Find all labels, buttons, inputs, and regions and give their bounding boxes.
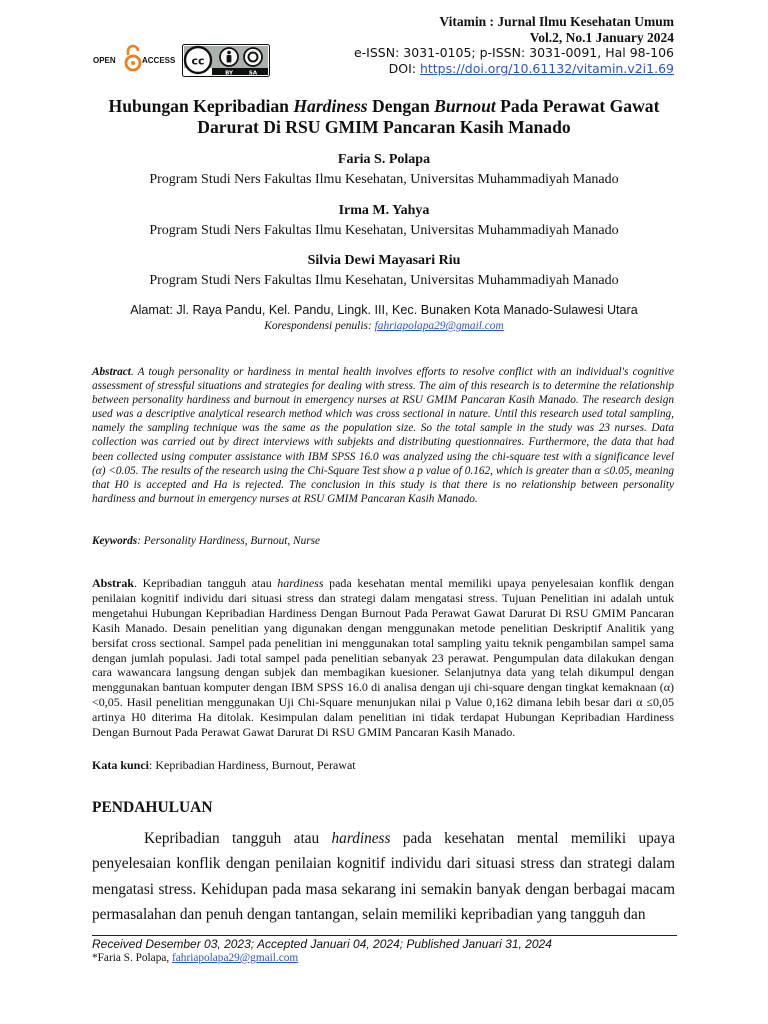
cc-icon: [185, 47, 211, 73]
correspondence-label: Korespondensi penulis:: [264, 320, 375, 332]
cc-by-label: BY: [225, 70, 233, 77]
keywords-indonesian: [92, 758, 356, 773]
keywords-label: Keywords: [92, 535, 138, 547]
section-body: [92, 826, 675, 927]
body-text: Kepribadian tangguh atau: [144, 830, 332, 847]
abstrak-italic: hardiness: [277, 576, 324, 590]
abstrak-text: pada kesehatan mental memiliki upaya penyelesaian konflik dengan penilaian kognitif individu dari situasi stress dan strategi dalam mengatasi stress. Tujuan Penelitian ini adalah untuk mengetahui Hubungan Kepribadian Hardiness Dengan Burnout Pada Perawat Gawat Darurat Di RSU GMIM Pancaran Kasih Manado. Desain penelitian yang digunakan dengan menggunakan metode penelitian Deskriptif Analitik yang bersifat cross sectional. Sampel pada penelitian ini menggunakan total sampling yaitu teknik pengambilan sampel sama dengan jumlah populasi. Jadi total sampel pada penelitian sebanyak 23 perawat. Pengumpulan data dilakukan dengan cara wawancara langsung dengan subjek dan membagikan kuesioner. Selanjutnya data yang telah dikumpul dengan menggunakan bantuan komputer dengan IBM SPSS 16.0 di analisa dengan uji chi-square dengan tingkat kemaknaan (α) <0,05. Hasil penelitian menggunakan Uji Chi-Square menunjukan nilai p Value 0,162 dimana lebih besar dari α ≤0,05 artinya H0 diterima Ha ditolak. Kesimpulan dalam penelitian ini tidak terdapat Hubungan Kepribadian Hardiness Dengan Burnout Pada Perawat Gawat Darurat Di RSU GMIM Pancaran Kasih Manado.: [92, 576, 674, 740]
author-affiliation: Program Studi Ners Fakultas Ilmu Kesehatan, Universitas Muhammadiyah Manado: [149, 172, 619, 187]
title-text: Dengan: [367, 96, 435, 116]
journal-volume: Vol.2, No.1 January 2024: [529, 29, 674, 45]
correspondence-email-link[interactable]: fahriapolapa29@gmail.com: [374, 320, 504, 332]
abstrak-text: . Kepribadian tangguh atau: [134, 576, 278, 590]
body-text: pada kesehatan mental memiliki upaya penyelesaian konflik dengan penilaian kognitif individu dari situasi stress dan strategi dalam mengatasi stress. Kehidupan pada masa sekarang ini semakin banyak dengan berbagai macam permasalahan dan penuh dengan tantangan, selain memiliki kepribadian yang tangguh dan: [92, 830, 675, 923]
journal-title: Vitamin : Jurnal Ilmu Kesehatan Umum: [439, 14, 674, 29]
body-italic: hardiness: [331, 830, 391, 847]
open-access-logo: [93, 44, 179, 74]
journal-info: [354, 14, 674, 76]
cc-by-sa-badge: [182, 44, 270, 77]
abstrak-label: Abstrak: [92, 576, 135, 590]
author-block: [0, 253, 768, 289]
svg-text:cc: cc: [191, 54, 205, 68]
abstract-english: [92, 365, 674, 506]
author-name: Faria S. Polapa: [337, 152, 431, 167]
title-burnout: Burnout: [434, 96, 496, 116]
oa-open-text: OPEN: [93, 56, 116, 65]
abstract-label: Abstract: [92, 366, 131, 378]
footer-rule: [92, 935, 677, 936]
oa-access-text: ACCESS: [142, 56, 176, 65]
author-affiliation: Program Studi Ners Fakultas Ilmu Kesehatan, Universitas Muhammadiyah Manado: [149, 273, 619, 288]
author-name: Silvia Dewi Mayasari Riu: [307, 253, 461, 268]
journal-issn: e-ISSN: 3031-0105; p-ISSN: 3031-0091, Hal 98-106: [353, 45, 674, 60]
by-person-icon: [220, 48, 238, 66]
share-alike-icon: [244, 48, 262, 66]
doi-label: DOI:: [388, 60, 420, 76]
section-heading: PENDAHULUAN: [92, 799, 213, 816]
author-name: Irma M. Yahya: [338, 203, 430, 218]
cc-sa-label: SA: [248, 70, 258, 77]
abstract-indonesian: [92, 576, 674, 740]
footnote-label: *Faria S. Polapa,: [92, 952, 173, 964]
title-line2: Darurat Di RSU GMIM Pancaran Kasih Manado: [197, 117, 571, 137]
paper-title: [60, 96, 708, 138]
title-text: Pada Perawat Gawat: [495, 96, 660, 116]
keywords-english: [92, 535, 320, 547]
kata-kunci-text: : Kepribadian Hardiness, Burnout, Perawat: [149, 758, 356, 772]
author-block: [0, 152, 768, 188]
open-lock-icon: [126, 46, 140, 70]
journal-doi: [354, 61, 674, 77]
footnote-email-link[interactable]: fahriapolapa29@gmail.com: [172, 952, 299, 964]
author-block: [0, 203, 768, 239]
title-hardiness: Hardiness: [293, 96, 368, 116]
title-text: Hubungan Kepribadian: [108, 96, 294, 116]
abstract-text: . A tough personality or hardiness in mental health involves efforts to resolve conflict with an individual's cognitive assessment of stressful situations and strategies for dealing with stress. The aim of this research is to determine the relationship between personality hardiness and burnout in emergency nurses at RSU GMIM Pancaran Kasih Manado. The research design used was a descriptive analytical research method which was cross sectional in nature. Until this research used total sampling, namely the sampling technique was the same as the population size. So the total sample in the study was 23 nurses. Data collection was carried out by direct interviews with subjekts and distributing questionnaires. Furthermore, the data that had been collected using computer assistance with IBM SPSS 16.0 was analyzed using the chi-square test with a significance level (α) <0.05. The results of the research using the Chi-Square Test show a p value of 0.162, which is greater than α ≤0.05, meaning that H0 is accepted and Ha is rejected. The conclusion in this study is that there is no relationship between personality hardiness and burnout in emergency nurses at RSU GMIM Pancaran Kasih Manado.: [92, 366, 674, 505]
kata-kunci-label: Kata kunci: [92, 758, 150, 772]
received-dates: Received Desember 03, 2023; Accepted Januari 04, 2024; Published Januari 31, 2024: [92, 937, 552, 951]
doi-link[interactable]: https://doi.org/10.61132/vitamin.v2i1.69: [419, 60, 674, 76]
author-address: Alamat: Jl. Raya Pandu, Kel. Pandu, Lingk. III, Kec. Bunaken Kota Manado-Sulawesi Utara: [130, 303, 638, 317]
author-affiliation: Program Studi Ners Fakultas Ilmu Kesehatan, Universitas Muhammadiyah Manado: [149, 223, 619, 238]
keywords-text: : Personality Hardiness, Burnout, Nurse: [137, 535, 321, 547]
correspondence: [0, 320, 768, 332]
footnote-author: [92, 952, 298, 964]
